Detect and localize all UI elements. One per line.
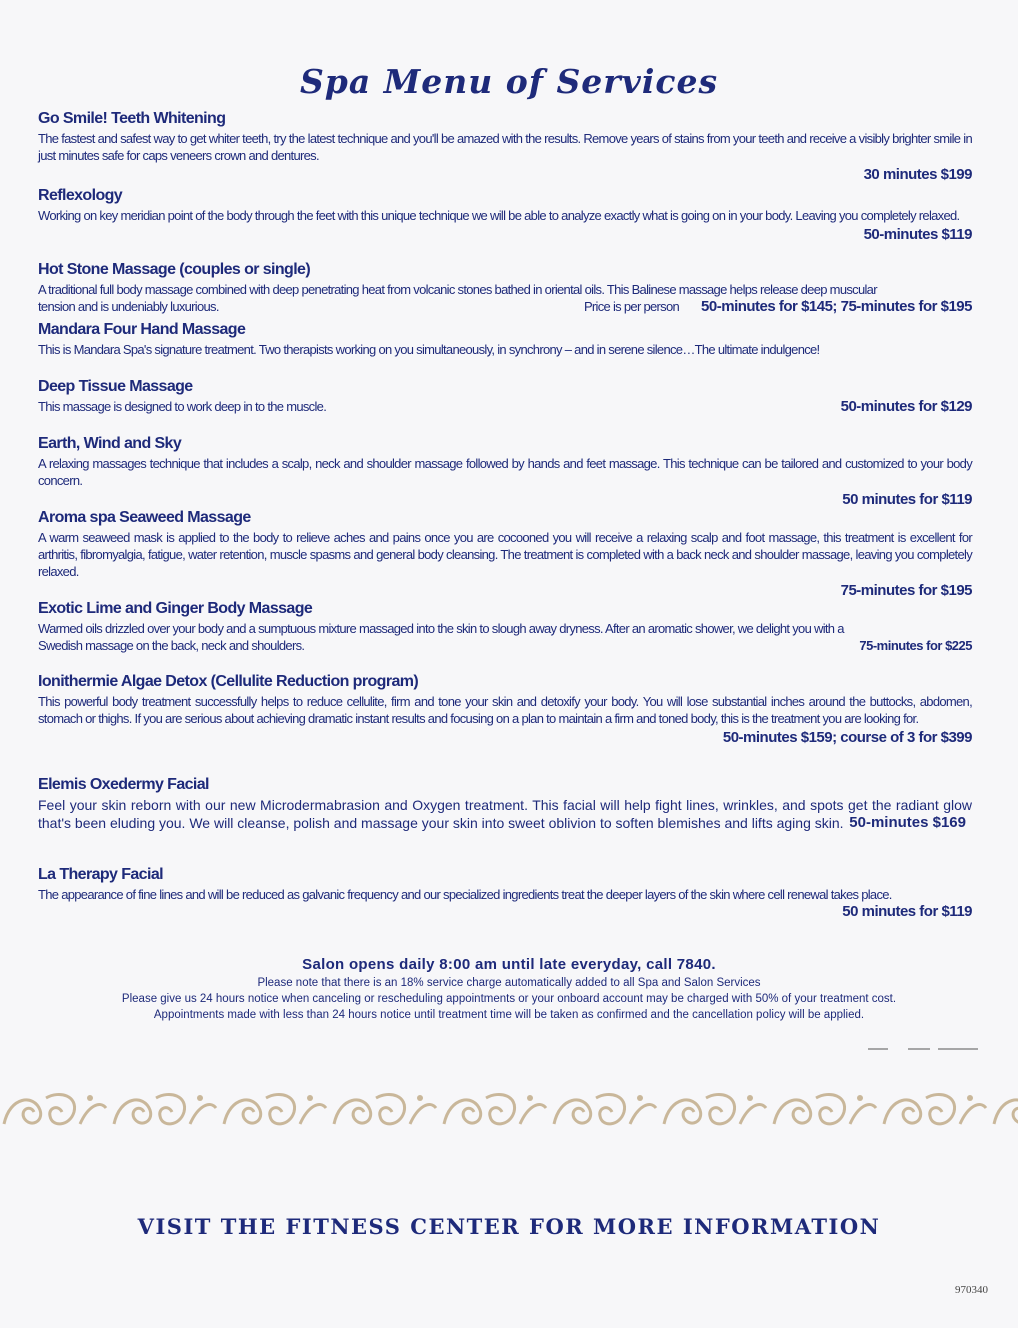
service-name: Aroma spa Seaweed Massage: [38, 509, 251, 526]
service-name: Go Smile! Teeth Whitening: [38, 110, 226, 127]
service-name: Deep Tissue Massage: [38, 378, 193, 395]
service-description: A warm seaweed mask is applied to the body to relieve aches and pains once you are cocooned you will receive a relaxing scalp and foot massage, this treatment is excellent for arthritis, fibromyalgia, fatigue, water retention, muscle spasms and general body cleansing. The treatment is completed with a back neck and shoulder massage, leaving you completely relaxed.: [38, 530, 972, 579]
service-description: The fastest and safest way to get whiter teeth, try the latest technique and you'll be amazed with the results. Remove years of stains from your teeth and receive a visibly brighter smile in just minutes safe for caps veneers crown and dentures.: [38, 131, 972, 163]
service-description: Warmed oils drizzled over your body and a sumptuous mixture massaged into the skin to slough away dryness. After an aromatic shower, we delight you with a: [38, 621, 844, 636]
service-deep-tissue-massage: [38, 378, 972, 415]
service-description: The appearance of fine lines and will be reduced as galvanic frequency and our specialized ingredients treat the deeper layers of the skin where cell renewal takes place.: [38, 887, 892, 902]
service-teeth-whitening: [38, 110, 972, 184]
service-four-hand-massage: [38, 321, 972, 358]
service-hot-stone-massage: [38, 261, 972, 315]
service-la-therapy-facial: [38, 866, 972, 921]
service-description-end: tension and is undeniably luxurious.: [38, 299, 219, 314]
decorative-dashes: [868, 1047, 978, 1051]
service-price: 75-minutes for $195: [840, 582, 972, 599]
service-earth-wind-sky: [38, 435, 972, 509]
page-title: Spa Menu of Services: [299, 62, 719, 101]
service-oxedermy-facial: [38, 776, 972, 832]
decorative-pattern-band: [0, 1086, 1018, 1136]
service-price: 75-minutes for $225: [859, 638, 972, 653]
service-description: This powerful body treatment successfully helps to reduce cellulite, firm and tone your skin and detoxify your body. You will lose substantial inches around the buttocks, abdomen, stomach or thighs. If you are serious about achieving dramatic instant results and focusing on a plan to maintain a firm and toned body, this is the treatment you are looking for.: [38, 694, 972, 726]
service-price-row: [38, 637, 972, 654]
service-name: Mandara Four Hand Massage: [38, 321, 246, 338]
service-name: Ionithermie Algae Detox (Cellulite Reduction program): [38, 673, 419, 690]
service-price: 50 minutes for $119: [842, 903, 972, 920]
service-price: 50-minutes $169: [849, 814, 966, 831]
service-name: Exotic Lime and Ginger Body Massage: [38, 600, 313, 617]
service-reflexology: [38, 187, 972, 244]
service-description: A traditional full body massage combined with deep penetrating heat from volcanic stones bathed in oriental oils. This Balinese massage helps release deep muscular: [38, 282, 877, 297]
salon-hours: Salon opens daily 8:00 am until late everyday, call 7840.: [302, 956, 716, 973]
service-algae-detox: [38, 673, 972, 747]
service-price: 50-minutes for $145; 75-minutes for $195: [701, 298, 972, 315]
price-note: Price is per person: [583, 299, 680, 314]
service-description: This is Mandara Spa's signature treatment. Two therapists working on you simultaneously, in synchrony – and in serene silence…The ultimate indulgence!: [38, 342, 820, 357]
service-price: 50 minutes for $119: [842, 491, 972, 508]
service-name: Reflexology: [38, 187, 123, 204]
service-description: A relaxing massages technique that includes a scalp, neck and shoulder massage followed by hands and feet massage. This technique can be tailored and customized to your body concern.: [38, 456, 972, 488]
service-price: 50-minutes for $129: [840, 398, 972, 415]
service-name: Elemis Oxedermy Facial: [38, 776, 209, 793]
service-description-end: Swedish massage on the back, neck and shoulders.: [38, 638, 305, 653]
document-code: 970340: [955, 1284, 988, 1296]
service-price: 50-minutes $119: [863, 226, 972, 243]
service-name: Hot Stone Massage (couples or single): [38, 261, 311, 278]
service-price: 30 minutes $199: [863, 166, 972, 183]
fitness-center-banner: VISIT THE FITNESS CENTER FOR MORE INFORMATION: [137, 1214, 881, 1239]
service-name: La Therapy Facial: [38, 866, 163, 883]
policy-note: Appointments made with less than 24 hours notice until treatment time will be taken as confirmed and the cancellation policy will be applied.: [153, 1009, 865, 1021]
salon-info: [0, 956, 1018, 1023]
cancellation-note: Please give us 24 hours notice when canceling or rescheduling appointments or your onboard account may be charged with 50% of your treatment cost.: [121, 993, 897, 1005]
service-aroma-seaweed-massage: [38, 509, 972, 600]
service-charge-note: Please note that there is an 18% service charge automatically added to all Spa and Salon Services: [257, 977, 761, 989]
service-price-row: [38, 298, 972, 315]
service-price: 50-minutes $159; course of 3 for $399: [722, 729, 972, 746]
service-name: Earth, Wind and Sky: [38, 435, 182, 452]
service-lime-ginger-massage: [38, 600, 972, 654]
service-description: Feel your skin reborn with our new Microdermabrasion and Oxygen treatment. This facial will help fight lines, wrinkles, and spots get the radiant glow that's been eluding you. We will cleanse, polish and massage your skin into sweet oblivion to soften blemishes and lifts aging skin.: [38, 797, 972, 831]
service-description: Working on key meridian point of the body through the feet with this unique technique we will be able to analyze exactly what is going on in your body. Leaving you completely relaxed.: [38, 208, 960, 223]
service-description: This massage is designed to work deep in to the muscle.: [38, 399, 327, 414]
service-price-row: [38, 398, 972, 415]
